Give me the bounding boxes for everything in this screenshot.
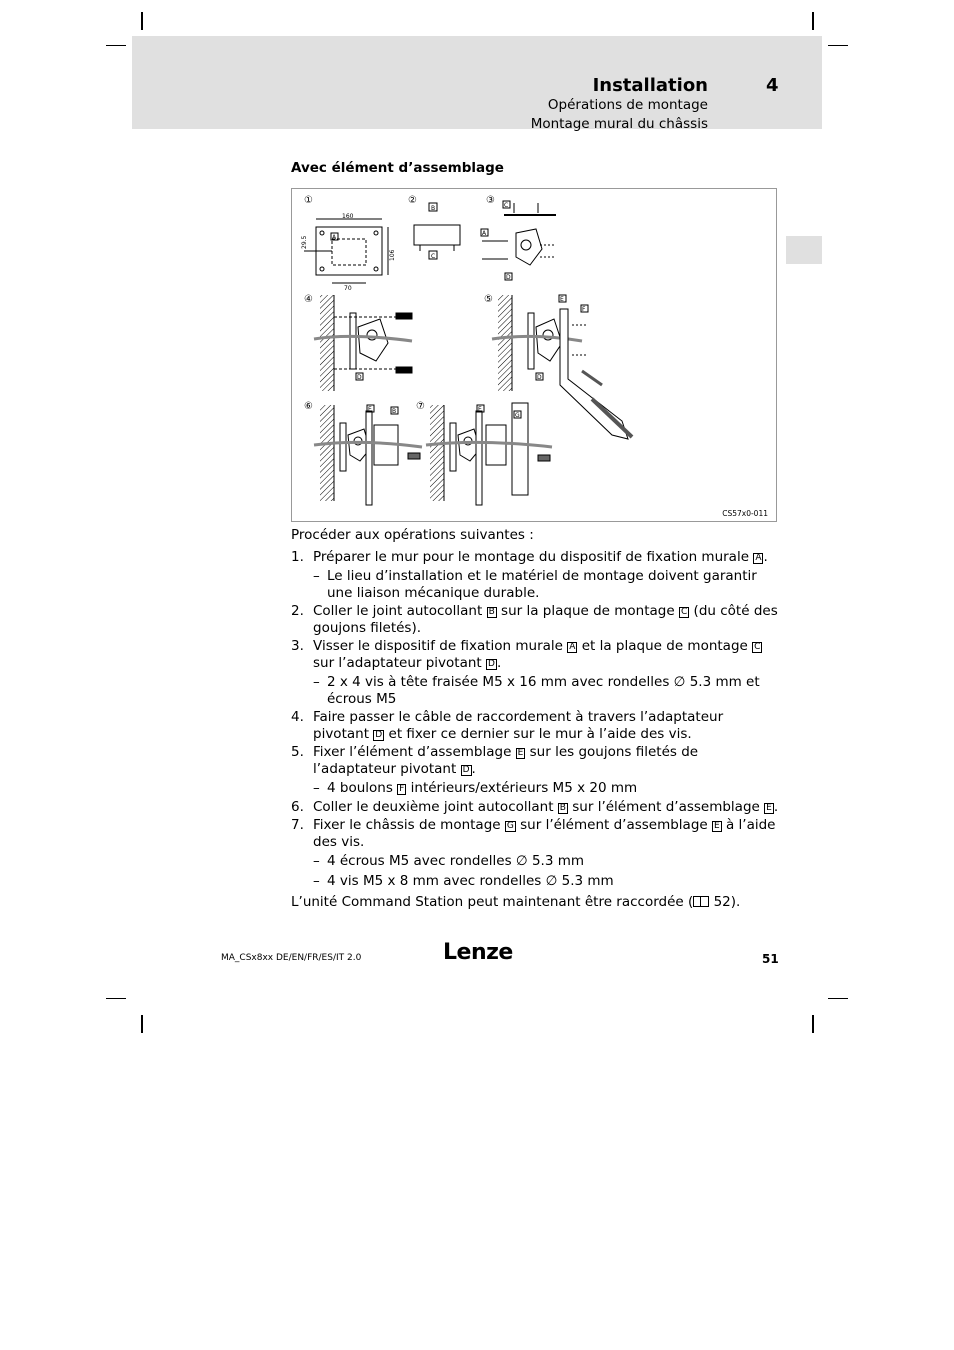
step-item	[291, 799, 779, 816]
label-B: B	[392, 408, 397, 415]
step-item	[291, 603, 779, 636]
step-text: .	[773, 798, 779, 815]
ref-box: F	[399, 784, 405, 794]
section-title: Avec élément d’assemblage	[291, 160, 504, 176]
book-icon	[693, 896, 709, 907]
step-text: et la plaque de montage	[577, 638, 753, 654]
ref-box: C	[754, 642, 761, 652]
step-text: à l’aide des vis.	[313, 817, 776, 850]
step-text: Coller le deuxième joint autocollant	[313, 798, 558, 815]
sub-item	[291, 780, 779, 797]
step-item	[291, 817, 779, 850]
step-number: 2.	[291, 603, 304, 619]
panel-7-chassis	[426, 403, 552, 505]
ref-box: B	[559, 802, 566, 813]
step-text: .	[763, 548, 768, 565]
step-text: sur l’élément d’assemblage	[567, 798, 765, 815]
dim-label: 29.5	[301, 235, 308, 249]
label-D: D	[537, 374, 542, 381]
dim-label: 160	[342, 213, 354, 220]
step-number: 1.	[291, 548, 304, 565]
step-text: et fixer ce dernier sur le mur à l’aide des vis.	[384, 725, 692, 742]
step-number: 6.	[291, 798, 304, 815]
outro-text-start: L’unité Command Station peut maintenant être raccordée (	[291, 894, 694, 910]
panel-6-gasket-fit	[314, 405, 422, 505]
step-text: Visser le dispositif de fixation murale	[313, 638, 568, 654]
chapter-side-tab	[786, 236, 822, 264]
step-item	[291, 549, 779, 566]
dash: –	[313, 853, 320, 869]
step-item	[291, 744, 779, 777]
ref-box: C	[680, 607, 688, 617]
sub-item	[291, 568, 779, 601]
mounting-figure	[291, 188, 777, 522]
label-E: E	[478, 406, 482, 413]
chapter-header	[132, 36, 822, 132]
panel-1-plate	[301, 213, 396, 292]
crop-mark	[812, 1015, 814, 1033]
ref-box: G	[506, 821, 514, 831]
sub-text: 4 vis M5 x 8 mm avec rondelles ∅ 5.3 mm	[327, 872, 614, 889]
step-number: 5.	[291, 744, 304, 760]
panel-number: ⑤	[484, 294, 493, 305]
chapter-subtitle: Opérations de montage	[547, 97, 708, 113]
label-E: E	[368, 406, 372, 413]
step-text: Préparer le mur pour le montage du dispositif de fixation murale	[313, 548, 754, 565]
sub-text: 4 boulons	[327, 780, 398, 796]
chapter-subtitle: Montage mural du châssis	[530, 116, 708, 132]
chapter-number: 4	[766, 75, 779, 96]
panel-number: ③	[486, 195, 495, 206]
sub-item	[291, 873, 779, 890]
step-item	[291, 638, 779, 671]
label-C: C	[431, 253, 436, 260]
dim-label: 106	[389, 249, 396, 261]
ref-box: E	[517, 748, 524, 758]
sub-item	[291, 853, 779, 870]
crop-mark	[812, 12, 814, 30]
label-G: G	[515, 412, 520, 419]
ref-box: B	[488, 607, 495, 617]
ref-box: A	[755, 552, 762, 563]
step-text: Fixer le châssis de montage	[313, 817, 505, 833]
figure-code: CS57x0-011	[722, 509, 768, 518]
ref-box: E	[714, 821, 720, 831]
step-text: sur la plaque de montage	[496, 603, 679, 619]
label-C: C	[504, 202, 509, 209]
step-number: 3.	[291, 638, 304, 654]
crop-mark	[141, 1015, 143, 1033]
sub-text: 2 x 4 vis à tête fraisée M5 x 16 mm avec rondelles ∅ 5.3 mm et écrous M5	[327, 674, 760, 707]
step-text: Coller le joint autocollant	[313, 603, 487, 619]
lenze-logo: Lenze	[443, 940, 513, 965]
instructions	[291, 524, 779, 911]
dash: –	[313, 674, 320, 690]
ref-box: D	[462, 764, 470, 775]
step-text: Fixer l’élément d’assemblage	[313, 744, 516, 760]
crop-mark	[141, 12, 143, 30]
step-item	[291, 709, 779, 742]
dim-label: 70	[344, 285, 352, 292]
panel-2-gasket	[414, 225, 460, 251]
label-D: D	[357, 374, 362, 381]
label-A: A	[482, 230, 487, 237]
page-number: 51	[762, 952, 779, 966]
sub-item	[291, 674, 779, 707]
document-id: MA_CSx8xx DE/EN/FR/ES/IT 2.0	[221, 953, 362, 963]
label-A: A	[332, 234, 337, 241]
step-text: sur l’élément d’assemblage	[515, 817, 712, 833]
step-text: (du côté des goujons filetés).	[313, 603, 778, 636]
ref-box: A	[569, 642, 576, 652]
page-reference: 52).	[709, 894, 741, 910]
crop-mark	[106, 45, 126, 46]
sub-text: 4 écrous M5 avec rondelles ∅ 5.3 mm	[327, 853, 585, 869]
dash: –	[313, 568, 320, 584]
panel-number: ④	[304, 294, 313, 305]
outro-text	[291, 894, 779, 911]
sub-text: Le lieu d’installation et le matériel de montage doivent garantir une liaison mécanique durable.	[327, 568, 757, 601]
panel-3-adapter	[482, 203, 556, 265]
ref-box: D	[375, 729, 383, 740]
label-B: B	[431, 205, 436, 212]
panel-number: ⑦	[416, 401, 425, 412]
crop-mark	[106, 998, 126, 999]
panel-number: ①	[304, 195, 313, 206]
label-D: D	[506, 274, 511, 281]
ref-box: D	[488, 658, 495, 669]
mounting-drawing	[292, 189, 778, 523]
step-text: .	[471, 760, 476, 777]
panel-number: ②	[408, 195, 417, 206]
label-F: F	[582, 306, 586, 313]
dash: –	[313, 872, 320, 889]
step-text: Faire passer le câble de raccordement à travers l’adaptateur pivotant	[313, 709, 724, 742]
sub-text: intérieurs/extérieurs M5 x 20 mm	[406, 780, 638, 796]
step-number: 4.	[291, 709, 304, 725]
crop-mark	[828, 45, 848, 46]
label-E: E	[560, 296, 564, 303]
step-text: .	[496, 654, 502, 671]
dash: –	[313, 780, 320, 796]
step-text: sur l’adaptateur pivotant	[313, 654, 486, 671]
crop-mark	[828, 998, 848, 999]
intro-text: Procéder aux opérations suivantes :	[291, 527, 534, 543]
chapter-title: Installation	[592, 75, 708, 96]
panel-number: ⑥	[304, 401, 313, 412]
step-number: 7.	[291, 817, 304, 833]
ref-box: E	[766, 802, 772, 813]
step-text: sur les goujons filetés de l’adaptateur pivotant	[313, 744, 699, 777]
